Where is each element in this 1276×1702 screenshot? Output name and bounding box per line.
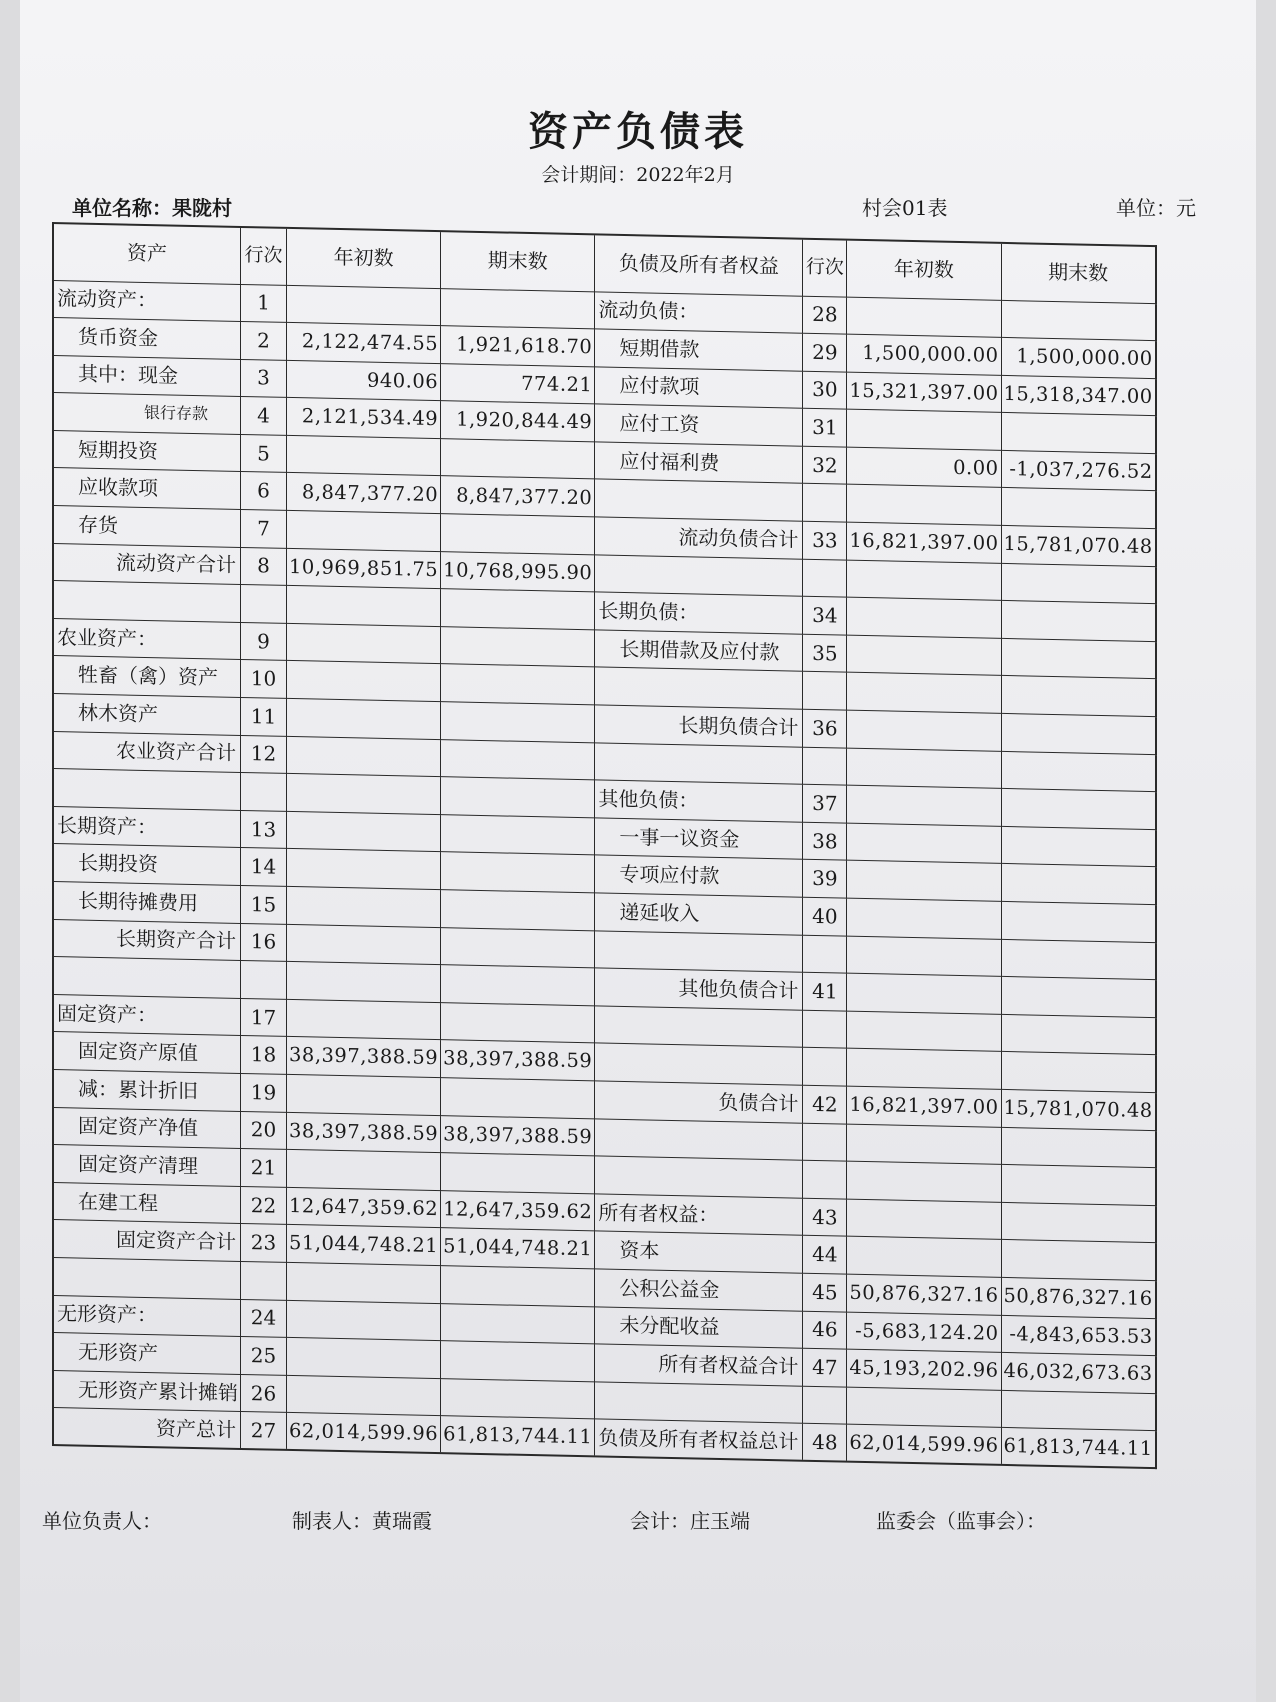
asset-end-cell: 38,397,388.59 (441, 1040, 595, 1081)
signature-preparer: 制表人：黄瑞霞 (292, 1509, 432, 1533)
liability-begin-cell (847, 635, 1001, 676)
liability-name-cell: 长期负债合计 (595, 705, 803, 747)
liability-row-no-cell (803, 935, 847, 974)
liability-row-no-cell: 33 (803, 521, 847, 560)
asset-end-cell: 51,044,748.21 (441, 1228, 595, 1269)
liability-begin-cell (847, 1049, 1001, 1090)
asset-begin-cell (287, 661, 441, 702)
currency-unit: 单位：元 (1116, 196, 1196, 220)
liability-name-cell (595, 1382, 803, 1424)
header-liabilities: 负债及所有者权益 (595, 234, 803, 295)
liability-name-cell: 递延收入 (595, 893, 803, 935)
liability-name-cell (595, 1156, 803, 1198)
asset-row-no-cell: 3 (241, 359, 287, 398)
asset-name-cell: 固定资产原值 (53, 1032, 241, 1074)
asset-name-cell: 流动资产： (53, 280, 241, 322)
asset-end-cell (441, 626, 595, 667)
asset-begin-cell (287, 924, 441, 965)
liability-name-cell (595, 555, 803, 597)
asset-row-no-cell: 6 (241, 472, 287, 511)
liability-end-cell (1001, 977, 1156, 1018)
liability-row-no-cell: 30 (803, 371, 847, 410)
asset-row-no-cell: 5 (241, 434, 287, 473)
asset-end-cell (441, 1378, 595, 1419)
liability-begin-cell (847, 1124, 1001, 1165)
liability-row-no-cell (803, 1010, 847, 1049)
asset-row-no-cell: 24 (241, 1299, 287, 1338)
liability-name-cell (595, 1006, 803, 1048)
asset-name-cell: 应收款项 (53, 468, 241, 510)
liability-row-no-cell: 36 (803, 709, 847, 748)
asset-row-no-cell: 22 (241, 1186, 287, 1225)
liability-row-no-cell: 44 (803, 1236, 847, 1275)
asset-row-no-cell: 26 (241, 1374, 287, 1413)
asset-row-no-cell (241, 585, 287, 624)
liability-begin-cell (847, 1387, 1001, 1428)
liability-name-cell: 负债及所有者权益总计 (595, 1419, 803, 1461)
liability-begin-cell (847, 485, 1001, 526)
asset-name-cell (53, 957, 241, 999)
asset-row-no-cell: 18 (241, 1036, 287, 1075)
liability-name-cell: 流动负债： (595, 291, 803, 333)
liability-row-no-cell: 47 (803, 1348, 847, 1387)
header-row-no: 行次 (241, 227, 287, 285)
liability-row-no-cell (803, 484, 847, 523)
liability-end-cell (1001, 488, 1156, 529)
signature-supervisor: 监委会（监事会）： (876, 1509, 1046, 1533)
liability-begin-cell (847, 861, 1001, 902)
liability-name-cell: 未分配收益 (595, 1306, 803, 1348)
asset-row-no-cell: 4 (241, 397, 287, 436)
asset-row-no-cell: 19 (241, 1073, 287, 1112)
liability-name-cell (595, 930, 803, 972)
liability-end-cell: 15,318,347.00 (1001, 375, 1156, 416)
liability-name-cell: 长期借款及应付款 (595, 630, 803, 672)
asset-end-cell (441, 890, 595, 931)
liability-name-cell: 所有者权益： (595, 1194, 803, 1236)
liability-end-cell (1001, 1240, 1156, 1281)
asset-row-no-cell: 14 (241, 848, 287, 887)
liability-begin-cell (847, 409, 1001, 450)
liability-begin-cell: 16,821,397.00 (847, 522, 1001, 563)
asset-name-cell (53, 581, 241, 623)
asset-end-cell: 12,647,359.62 (441, 1190, 595, 1231)
asset-end-cell (441, 589, 595, 630)
liability-begin-cell: -5,683,124.20 (847, 1312, 1001, 1353)
asset-row-no-cell: 16 (241, 923, 287, 962)
liability-end-cell: 15,781,070.48 (1001, 525, 1156, 566)
asset-row-no-cell: 11 (241, 697, 287, 736)
liability-name-cell: 公积公益金 (595, 1269, 803, 1311)
asset-name-cell: 其中：现金 (53, 355, 241, 397)
liability-row-no-cell (803, 1048, 847, 1087)
asset-end-cell (441, 965, 595, 1006)
asset-begin-cell (287, 1262, 441, 1303)
asset-begin-cell (287, 849, 441, 890)
liability-end-cell (1001, 939, 1156, 980)
asset-end-cell: 8,847,377.20 (441, 476, 595, 517)
liability-end-cell: 1,500,000.00 (1001, 337, 1156, 378)
liability-name-cell (595, 667, 803, 709)
asset-end-cell (441, 1153, 595, 1194)
liability-end-cell: 61,813,744.11 (1001, 1428, 1156, 1469)
asset-end-cell: 61,813,744.11 (441, 1416, 595, 1457)
liability-end-cell: -4,843,653.53 (1001, 1315, 1156, 1356)
asset-begin-cell (287, 1338, 441, 1379)
asset-begin-cell (287, 999, 441, 1040)
asset-name-cell: 固定资产： (53, 994, 241, 1036)
asset-end-cell (441, 777, 595, 818)
liability-end-cell (1001, 1052, 1156, 1093)
asset-name-cell (53, 1257, 241, 1299)
liability-begin-cell: 16,821,397.00 (847, 1086, 1001, 1127)
liability-name-cell: 流动负债合计 (595, 517, 803, 559)
liability-begin-cell (847, 710, 1001, 751)
liability-begin-cell (847, 560, 1001, 601)
liability-end-cell: 46,032,673.63 (1001, 1353, 1156, 1394)
liability-begin-cell (847, 936, 1001, 977)
asset-name-cell: 长期投资 (53, 844, 241, 886)
liability-begin-cell: 45,193,202.96 (847, 1349, 1001, 1390)
asset-name-cell: 固定资产清理 (53, 1145, 241, 1187)
asset-row-no-cell (241, 773, 287, 812)
liability-end-cell (1001, 1014, 1156, 1055)
liability-begin-cell (847, 785, 1001, 826)
asset-row-no-cell: 25 (241, 1337, 287, 1376)
asset-name-cell: 固定资产合计 (53, 1220, 241, 1262)
asset-begin-cell (287, 435, 441, 476)
liability-row-no-cell (803, 1386, 847, 1425)
liability-name-cell: 其他负债： (595, 780, 803, 822)
liability-row-no-cell: 42 (803, 1085, 847, 1124)
asset-row-no-cell: 1 (241, 284, 287, 323)
asset-begin-cell (287, 698, 441, 739)
liability-begin-cell (847, 823, 1001, 864)
asset-begin-cell (287, 285, 441, 326)
asset-end-cell (441, 1078, 595, 1119)
liability-begin-cell (847, 898, 1001, 939)
liability-begin-cell: 50,876,327.16 (847, 1274, 1001, 1315)
asset-end-cell: 1,920,844.49 (441, 401, 595, 442)
liability-end-cell (1001, 300, 1156, 341)
liability-row-no-cell: 48 (803, 1424, 847, 1463)
liability-row-no-cell: 37 (803, 784, 847, 823)
asset-begin-cell: 2,121,534.49 (287, 398, 441, 439)
liability-begin-cell (847, 973, 1001, 1014)
liability-end-cell: 50,876,327.16 (1001, 1277, 1156, 1318)
asset-end-cell (441, 1341, 595, 1382)
liability-name-cell: 专项应付款 (595, 855, 803, 897)
asset-row-no-cell: 21 (241, 1149, 287, 1188)
liability-row-no-cell: 35 (803, 634, 847, 673)
asset-name-cell: 长期资产： (53, 806, 241, 848)
liability-row-no-cell: 46 (803, 1311, 847, 1350)
asset-name-cell: 在建工程 (53, 1182, 241, 1224)
asset-end-cell: 1,921,618.70 (441, 326, 595, 367)
liability-name-cell: 长期负债： (595, 592, 803, 634)
asset-end-cell (441, 439, 595, 480)
asset-begin-cell (287, 623, 441, 664)
liability-row-no-cell: 45 (803, 1273, 847, 1312)
asset-begin-cell (287, 1300, 441, 1341)
header-row-no-2: 行次 (803, 239, 847, 297)
liability-end-cell (1001, 563, 1156, 604)
liability-begin-cell (847, 1011, 1001, 1052)
asset-name-cell: 固定资产净值 (53, 1107, 241, 1149)
liability-row-no-cell: 43 (803, 1198, 847, 1237)
asset-name-cell: 银行存款 (53, 393, 241, 435)
signature-unit-head: 单位负责人： (42, 1509, 162, 1533)
asset-end-cell: 774.21 (441, 363, 595, 404)
signature-accountant: 会计：庄玉端 (630, 1509, 750, 1533)
liability-end-cell (1001, 413, 1156, 454)
asset-end-cell (441, 852, 595, 893)
liability-end-cell (1001, 826, 1156, 867)
unit-name: 单位名称：果陇村 (72, 196, 232, 220)
asset-end-cell (441, 702, 595, 743)
liability-name-cell: 应付福利费 (595, 442, 803, 484)
liability-begin-cell: 0.00 (847, 447, 1001, 488)
asset-name-cell: 长期待摊费用 (53, 882, 241, 924)
liability-name-cell: 应付款项 (595, 367, 803, 409)
liability-row-no-cell (803, 672, 847, 711)
liability-row-no-cell (803, 747, 847, 786)
liability-row-no-cell: 34 (803, 596, 847, 635)
liability-name-cell (595, 742, 803, 784)
asset-row-no-cell (241, 961, 287, 1000)
balance-sheet-table (52, 222, 1157, 1470)
liability-end-cell (1001, 676, 1156, 717)
liability-name-cell: 应付工资 (595, 404, 803, 446)
asset-name-cell: 资产总计 (53, 1408, 241, 1450)
document-title: 资产负债表 (528, 108, 748, 155)
asset-begin-cell (287, 510, 441, 551)
liability-name-cell (595, 479, 803, 521)
asset-name-cell: 农业资产： (53, 618, 241, 660)
asset-end-cell: 10,768,995.90 (441, 551, 595, 592)
liability-end-cell (1001, 601, 1156, 642)
liability-end-cell (1001, 1390, 1156, 1431)
liability-name-cell: 资本 (595, 1231, 803, 1273)
liability-end-cell (1001, 638, 1156, 679)
liability-begin-cell (847, 1161, 1001, 1202)
liability-end-cell (1001, 1127, 1156, 1168)
asset-name-cell: 牲畜（禽）资产 (53, 656, 241, 698)
asset-begin-cell (287, 1150, 441, 1191)
asset-begin-cell: 51,044,748.21 (287, 1225, 441, 1266)
asset-end-cell (441, 1266, 595, 1307)
liability-row-no-cell (803, 559, 847, 598)
asset-row-no-cell: 27 (241, 1412, 287, 1451)
liability-name-cell: 其他负债合计 (595, 968, 803, 1010)
liability-end-cell (1001, 1165, 1156, 1206)
asset-name-cell: 减：累计折旧 (53, 1069, 241, 1111)
asset-begin-cell (287, 1375, 441, 1416)
asset-begin-cell: 8,847,377.20 (287, 473, 441, 514)
asset-row-no-cell: 8 (241, 547, 287, 586)
liability-row-no-cell: 29 (803, 333, 847, 372)
asset-begin-cell: 940.06 (287, 360, 441, 401)
asset-end-cell (441, 814, 595, 855)
asset-name-cell: 农业资产合计 (53, 731, 241, 773)
liability-row-no-cell: 28 (803, 296, 847, 335)
header-end: 期末数 (441, 231, 595, 291)
asset-row-no-cell: 15 (241, 885, 287, 924)
asset-end-cell (441, 514, 595, 555)
asset-name-cell: 长期资产合计 (53, 919, 241, 961)
asset-end-cell (441, 1303, 595, 1344)
asset-begin-cell: 38,397,388.59 (287, 1112, 441, 1153)
asset-name-cell: 存货 (53, 506, 241, 548)
liability-begin-cell (847, 748, 1001, 789)
asset-row-no-cell (241, 1261, 287, 1300)
asset-row-no-cell: 12 (241, 735, 287, 774)
liability-begin-cell (847, 297, 1001, 338)
liability-end-cell (1001, 751, 1156, 792)
liability-end-cell: 15,781,070.48 (1001, 1089, 1156, 1130)
liability-end-cell (1001, 789, 1156, 830)
liability-end-cell: -1,037,276.52 (1001, 450, 1156, 491)
accounting-period: 会计期间：2022年2月 (541, 164, 735, 186)
asset-begin-cell (287, 736, 441, 777)
liability-row-no-cell: 38 (803, 822, 847, 861)
header-asset: 资产 (53, 223, 241, 284)
asset-begin-cell: 10,969,851.75 (287, 548, 441, 589)
liability-begin-cell: 62,014,599.96 (847, 1424, 1001, 1465)
asset-name-cell: 无形资产： (53, 1295, 241, 1337)
liability-row-no-cell: 39 (803, 860, 847, 899)
asset-name-cell: 短期投资 (53, 430, 241, 472)
liability-row-no-cell (803, 1123, 847, 1162)
header-end-2: 期末数 (1001, 243, 1156, 303)
asset-begin-cell: 2,122,474.55 (287, 323, 441, 364)
asset-end-cell (441, 739, 595, 780)
asset-row-no-cell: 17 (241, 998, 287, 1037)
asset-row-no-cell: 23 (241, 1224, 287, 1263)
asset-begin-cell (287, 1074, 441, 1115)
asset-name-cell: 林木资产 (53, 694, 241, 736)
asset-row-no-cell: 2 (241, 322, 287, 361)
liability-name-cell: 负债合计 (595, 1081, 803, 1123)
header-begin-2: 年初数 (847, 240, 1001, 300)
asset-row-no-cell: 10 (241, 660, 287, 699)
liability-end-cell (1001, 713, 1156, 754)
asset-begin-cell: 12,647,359.62 (287, 1187, 441, 1228)
liability-begin-cell (847, 597, 1001, 638)
liability-begin-cell (847, 673, 1001, 714)
asset-end-cell (441, 1002, 595, 1043)
liability-row-no-cell: 32 (803, 446, 847, 485)
asset-begin-cell: 62,014,599.96 (287, 1413, 441, 1454)
liability-end-cell (1001, 901, 1156, 942)
asset-end-cell: 38,397,388.59 (441, 1115, 595, 1156)
asset-end-cell (441, 664, 595, 705)
asset-name-cell (53, 769, 241, 811)
asset-name-cell: 无形资产 (53, 1333, 241, 1375)
liability-row-no-cell (803, 1160, 847, 1199)
form-code: 村会01表 (862, 196, 948, 220)
liability-row-no-cell: 41 (803, 972, 847, 1011)
liability-row-no-cell: 31 (803, 409, 847, 448)
asset-begin-cell (287, 774, 441, 815)
liability-end-cell (1001, 1202, 1156, 1243)
asset-begin-cell (287, 586, 441, 627)
liability-begin-cell: 15,321,397.00 (847, 372, 1001, 413)
liability-name-cell: 所有者权益合计 (595, 1344, 803, 1386)
asset-row-no-cell: 9 (241, 622, 287, 661)
liability-name-cell (595, 1043, 803, 1085)
header-begin: 年初数 (287, 228, 441, 288)
liability-name-cell: 短期借款 (595, 329, 803, 371)
liability-name-cell: 一事一议资金 (595, 818, 803, 860)
liability-row-no-cell: 40 (803, 897, 847, 936)
asset-begin-cell (287, 962, 441, 1003)
liability-begin-cell (847, 1199, 1001, 1240)
asset-row-no-cell: 20 (241, 1111, 287, 1150)
liability-begin-cell (847, 1236, 1001, 1277)
asset-row-no-cell: 7 (241, 510, 287, 549)
asset-end-cell (441, 288, 595, 329)
asset-name-cell: 流动资产合计 (53, 543, 241, 585)
asset-begin-cell: 38,397,388.59 (287, 1037, 441, 1078)
liability-end-cell (1001, 864, 1156, 905)
asset-name-cell: 无形资产累计摊销 (53, 1370, 241, 1412)
asset-name-cell: 货币资金 (53, 318, 241, 360)
asset-end-cell (441, 927, 595, 968)
asset-row-no-cell: 13 (241, 810, 287, 849)
liability-name-cell (595, 1118, 803, 1160)
liability-begin-cell: 1,500,000.00 (847, 334, 1001, 375)
asset-begin-cell (287, 811, 441, 852)
asset-begin-cell (287, 886, 441, 927)
